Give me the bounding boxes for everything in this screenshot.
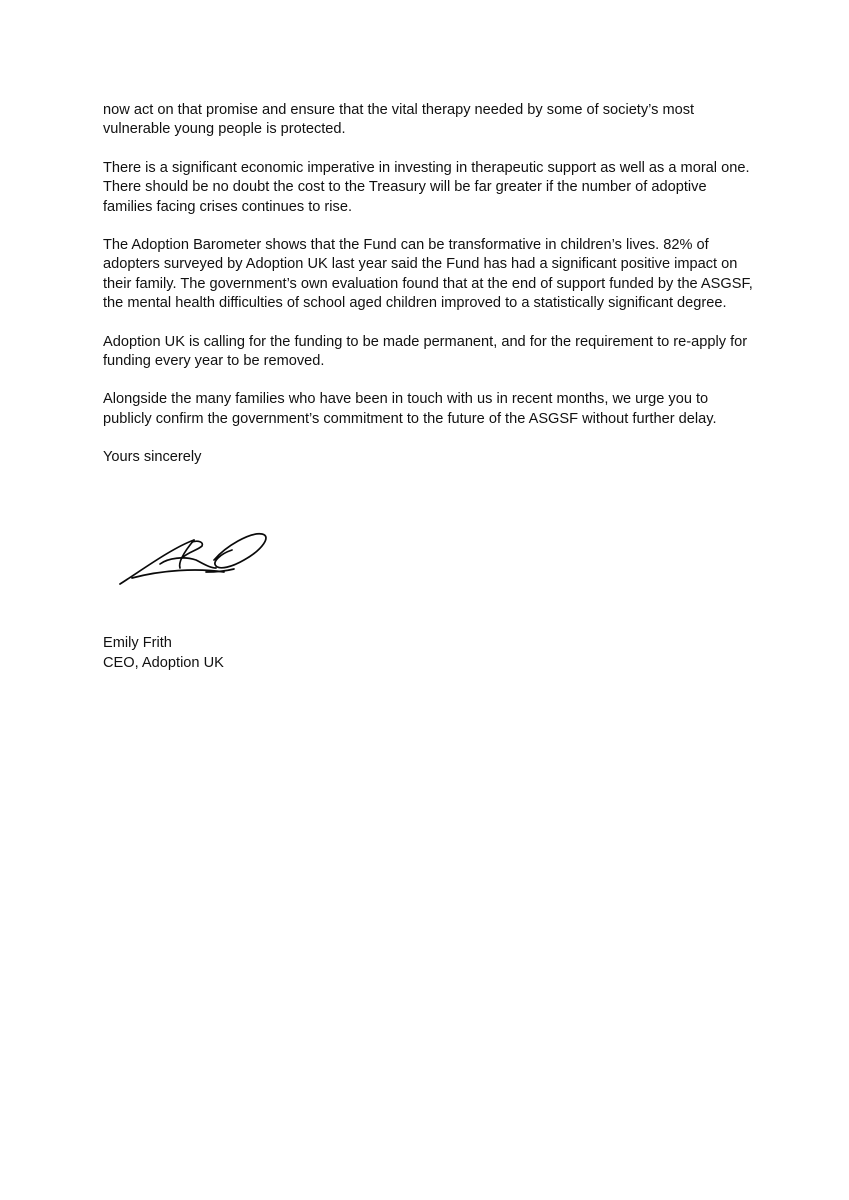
paragraph-funding-permanent: Adoption UK is calling for the funding to be made permanent, and for the requirement to re-apply for funding every year to be removed. bbox=[103, 333, 748, 370]
letter-body bbox=[103, 101, 753, 468]
closing-salutation: Yours sincerely bbox=[103, 449, 202, 466]
signatory-block bbox=[103, 633, 224, 673]
signatory-title: CEO, Adoption UK bbox=[103, 655, 224, 671]
paragraph-therapy-promise: now act on that promise and ensure that the vital therapy needed by some of society’s most vulnerable young people is protected. bbox=[103, 102, 695, 138]
paragraph-economic-imperative: There is a significant economic imperative in investing in therapeutic support as well as a moral one. There should be no doubt the cost to the Treasury will be far greater if the number of adoptive families facing crises continues to rise. bbox=[103, 159, 750, 215]
paragraph-urge-confirmation: Alongside the many families who have been in touch with us in recent months, we urge you to publicly confirm the government’s commitment to the future of the ASGSF without further delay. bbox=[103, 391, 717, 427]
handwritten-signature bbox=[112, 522, 277, 594]
paragraph-adoption-barometer: The Adoption Barometer shows that the Fund can be transformative in children’s lives. 82% of adopters surveyed by Adoption UK last year said the Fund has had a significant positive impact on their family. The government’s own evaluation found that at the end of support funded by the ASGSF, the mental health difficulties of school aged children improved to a statistically significant degree. bbox=[103, 237, 753, 312]
signatory-name: Emily Frith bbox=[103, 635, 172, 651]
